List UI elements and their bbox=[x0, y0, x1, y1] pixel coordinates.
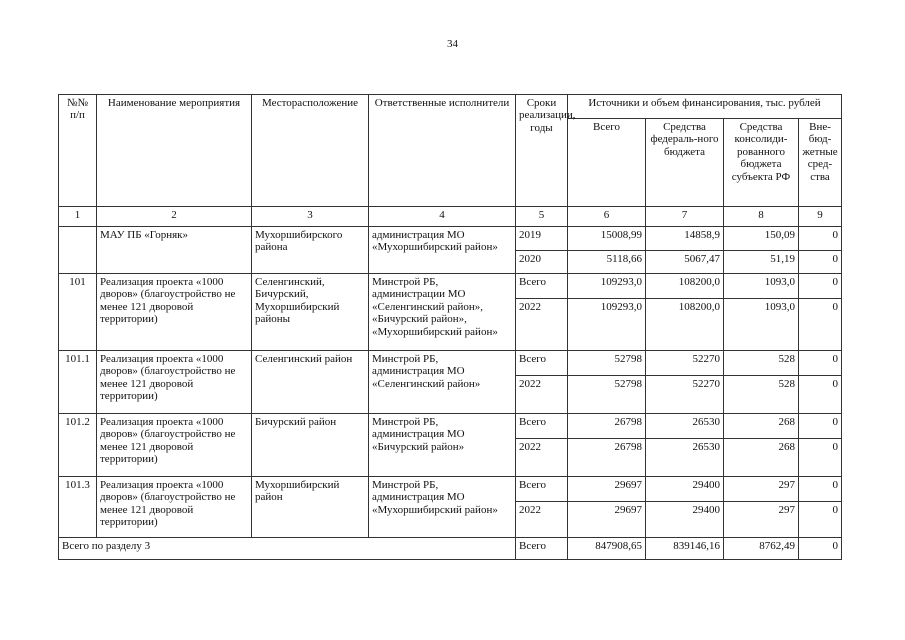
row-extra: 0 bbox=[799, 227, 842, 251]
header-sub-federal: Средства федераль-ного бюджета bbox=[646, 119, 724, 207]
row-location: Мухоршибирский район bbox=[252, 477, 369, 538]
column-number: 9 bbox=[799, 207, 842, 227]
row-num bbox=[59, 227, 97, 274]
row-total: 29697 bbox=[568, 502, 646, 538]
summary-label: Всего по разделу 3 bbox=[59, 538, 516, 560]
row-regional: 150,09 bbox=[724, 227, 799, 251]
column-number: 8 bbox=[724, 207, 799, 227]
row-year: 2022 bbox=[516, 299, 568, 351]
row-federal: 108200,0 bbox=[646, 274, 724, 299]
row-extra: 0 bbox=[799, 477, 842, 502]
row-total: 26798 bbox=[568, 439, 646, 477]
row-federal: 29400 bbox=[646, 502, 724, 538]
row-num: 101.2 bbox=[59, 414, 97, 477]
row-total: 52798 bbox=[568, 376, 646, 414]
header-sub-total: Всего bbox=[568, 119, 646, 207]
row-federal: 52270 bbox=[646, 351, 724, 376]
row-total: 15008,99 bbox=[568, 227, 646, 251]
column-number: 2 bbox=[97, 207, 252, 227]
summary-total: 847908,65 bbox=[568, 538, 646, 560]
row-year: 2019 bbox=[516, 227, 568, 251]
row-extra: 0 bbox=[799, 274, 842, 299]
row-year: 2022 bbox=[516, 376, 568, 414]
row-regional: 268 bbox=[724, 414, 799, 439]
row-regional: 528 bbox=[724, 351, 799, 376]
row-year: Всего bbox=[516, 351, 568, 376]
row-responsible: администрация МО «Мухоршибирский район» bbox=[369, 227, 516, 274]
row-federal: 108200,0 bbox=[646, 299, 724, 351]
row-year: 2020 bbox=[516, 251, 568, 274]
summary-extra: 0 bbox=[799, 538, 842, 560]
row-regional: 297 bbox=[724, 477, 799, 502]
row-name: Реализация проекта «1000 дворов» (благоустройство не менее 121 дворовой территории) bbox=[97, 477, 252, 538]
header-num: №№ п/п bbox=[59, 95, 97, 207]
row-num: 101.1 bbox=[59, 351, 97, 414]
row-federal: 52270 bbox=[646, 376, 724, 414]
row-year: Всего bbox=[516, 477, 568, 502]
row-total: 26798 bbox=[568, 414, 646, 439]
table-row bbox=[59, 477, 842, 502]
header-name: Наименование мероприятия bbox=[97, 95, 252, 207]
row-location: Селенгинский район bbox=[252, 351, 369, 414]
row-federal: 26530 bbox=[646, 439, 724, 477]
table-row bbox=[59, 351, 842, 376]
column-number: 4 bbox=[369, 207, 516, 227]
row-extra: 0 bbox=[799, 351, 842, 376]
table-row bbox=[59, 227, 842, 251]
summary-row bbox=[59, 538, 842, 560]
row-responsible: Минстрой РБ, администрация МО «Селенгинский район» bbox=[369, 351, 516, 414]
row-regional: 297 bbox=[724, 502, 799, 538]
summary-regional: 8762,49 bbox=[724, 538, 799, 560]
row-location: Селенгинский, Бичурский, Мухоршибирский районы bbox=[252, 274, 369, 351]
row-extra: 0 bbox=[799, 502, 842, 538]
row-year: 2022 bbox=[516, 502, 568, 538]
column-number: 5 bbox=[516, 207, 568, 227]
row-year: Всего bbox=[516, 414, 568, 439]
row-federal: 14858,9 bbox=[646, 227, 724, 251]
column-numbers-row bbox=[59, 207, 842, 227]
row-total: 29697 bbox=[568, 477, 646, 502]
row-location: Бичурский район bbox=[252, 414, 369, 477]
row-regional: 528 bbox=[724, 376, 799, 414]
header-responsible: Ответственные исполнители bbox=[369, 95, 516, 207]
table-row bbox=[59, 274, 842, 299]
financing-table bbox=[58, 94, 842, 560]
row-regional: 1093,0 bbox=[724, 299, 799, 351]
header-terms: Сроки реализации, годы bbox=[516, 95, 568, 207]
row-name: Реализация проекта «1000 дворов» (благоустройство не менее 121 дворовой территории) bbox=[97, 414, 252, 477]
row-extra: 0 bbox=[799, 251, 842, 274]
row-total: 52798 bbox=[568, 351, 646, 376]
column-number: 3 bbox=[252, 207, 369, 227]
row-num: 101 bbox=[59, 274, 97, 351]
row-regional: 51,19 bbox=[724, 251, 799, 274]
row-regional: 1093,0 bbox=[724, 274, 799, 299]
row-name: МАУ ПБ «Горняк» bbox=[97, 227, 252, 274]
row-extra: 0 bbox=[799, 439, 842, 477]
row-responsible: Минстрой РБ, администрация МО «Мухоршибирский район» bbox=[369, 477, 516, 538]
column-number: 6 bbox=[568, 207, 646, 227]
column-number: 7 bbox=[646, 207, 724, 227]
column-number: 1 bbox=[59, 207, 97, 227]
summary-federal: 839146,16 bbox=[646, 538, 724, 560]
row-federal: 26530 bbox=[646, 414, 724, 439]
row-year: Всего bbox=[516, 274, 568, 299]
row-year: 2022 bbox=[516, 439, 568, 477]
row-extra: 0 bbox=[799, 376, 842, 414]
page-number: 34 bbox=[447, 38, 458, 50]
row-total: 109293,0 bbox=[568, 299, 646, 351]
table-row bbox=[59, 414, 842, 439]
header-sub-regional: Средства консолиди-рованного бюджета субъекта РФ bbox=[724, 119, 799, 207]
row-federal: 5067,47 bbox=[646, 251, 724, 274]
header-location: Месторасположение bbox=[252, 95, 369, 207]
header-sources: Источники и объем финансирования, тыс. рублей bbox=[568, 95, 842, 119]
row-total: 109293,0 bbox=[568, 274, 646, 299]
row-num: 101.3 bbox=[59, 477, 97, 538]
header-sub-extra: Вне-бюд-жетные сред-ства bbox=[799, 119, 842, 207]
row-location: Мухоршибирского района bbox=[252, 227, 369, 274]
row-responsible: Минстрой РБ, администрации МО «Селенгинский район», «Бичурский район», «Мухоршибирский район» bbox=[369, 274, 516, 351]
row-responsible: Минстрой РБ, администрация МО «Бичурский район» bbox=[369, 414, 516, 477]
row-name: Реализация проекта «1000 дворов» (благоустройство не менее 121 дворовой территории) bbox=[97, 351, 252, 414]
row-extra: 0 bbox=[799, 299, 842, 351]
summary-year: Всего bbox=[516, 538, 568, 560]
row-regional: 268 bbox=[724, 439, 799, 477]
row-name: Реализация проекта «1000 дворов» (благоустройство не менее 121 дворовой территории) bbox=[97, 274, 252, 351]
row-total: 5118,66 bbox=[568, 251, 646, 274]
row-extra: 0 bbox=[799, 414, 842, 439]
row-federal: 29400 bbox=[646, 477, 724, 502]
